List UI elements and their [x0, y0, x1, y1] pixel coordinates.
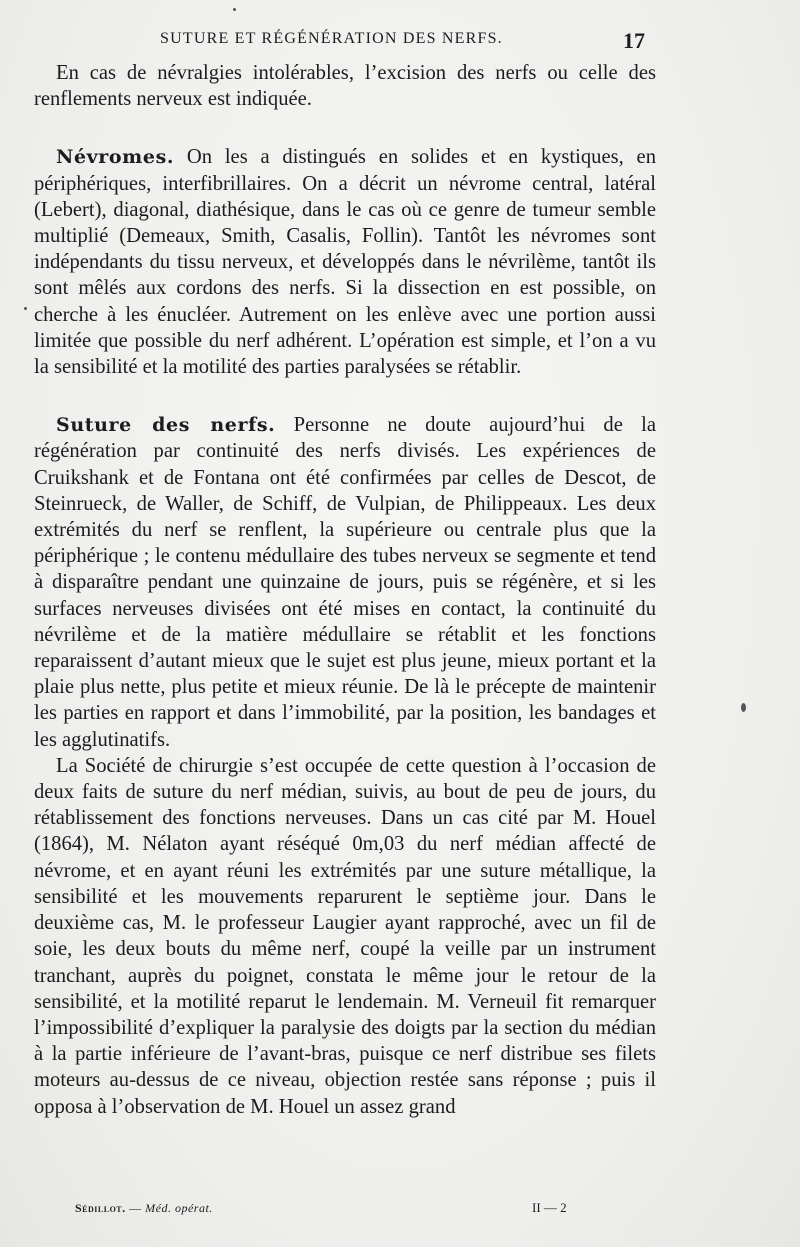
footer-signature-mark: II — 2	[532, 1200, 567, 1215]
paragraph-neuralgia: En cas de névralgies intolérables, l’excision des nerfs ou celle des renflements nerveux est indiquée.	[34, 62, 656, 111]
paragraph-suture	[34, 412, 656, 753]
running-header: SUTURE ET RÉGÉNÉRATION DES NERFS.	[160, 30, 503, 47]
paragraph-nevromes	[34, 144, 656, 380]
paragraph-societe: La Société de chirurgie s’est occupée de cette question à l’occasion de deux faits de suture du nerf médian, suivis, au bout de peu de jours, du rétablissement des fonctions nerveuses. Dans un cas cité par M. Houel (1864), M. Nélaton ayant réséqué 0m,03 du nerf médian affecté de névrome, et en ayant réuni les extrémités par une suture métallique, la sensibilité et les mouvements reparurent le septième jour. Dans le deuxième cas, M. le professeur Laugier ayant rapproché, avec un fil de soie, les deux bouts du même nerf, coupé la veille par un instrument tranchant, auprès du poignet, constata le même jour le retour de la sensibilité, et la motilité reparut le lendemain. M. Verneuil fit remarquer l’impossibilité d’expliquer la paralysie des doigts par la section du médian à la partie inférieure de l’avant-bras, puisque ce nerf distribue ses filets moteurs au-dessus de ce niveau, objection restée sans réponse ; puis il opposa à l’observation de M. Houel un assez grand	[34, 754, 656, 1118]
print-speck	[24, 307, 27, 310]
section-heading-suture: Suture des nerfs.	[56, 414, 276, 437]
footer-work-title: Méd. opérat.	[145, 1201, 213, 1215]
section-heading-nevromes: Névromes.	[56, 146, 175, 169]
paragraph-suture-text: Personne ne doute aujourd’hui de la régénération par continuité des nerfs divisés. Les expériences de Cruikshank et de Fontana ont été confirmées par celles de Descot, de Steinrueck, de Waller, de Schiff, de Vulpian, de Philippeaux. Les deux extrémités du nerf se renflent, la supérieure ou centrale plus que la périphérique ; le contenu médullaire des tubes nerveux se segmente et tend à disparaître pendant une quinzaine de jours, puis se régénère, et si les surfaces nerveuses divisées ont été mises en contact, la continuité du névrilème et de la matière médullaire se rétablit et les fonctions reparaissent d’autant mieux que le sujet est plus jeune, mieux portant et la plaie plus nette, plus petite et mieux réunie. De là le précepte de maintenir les parties en rapport et dans l’immobilité, par la position, les bandages et les agglutinatifs.	[34, 414, 656, 751]
footer-signature-left	[75, 1201, 213, 1216]
page-number: 17	[623, 28, 645, 53]
footer-author: Sédillot.	[75, 1201, 126, 1215]
footer-separator: —	[125, 1201, 146, 1215]
page-body	[34, 60, 656, 1120]
print-speck	[741, 703, 746, 712]
print-speck	[233, 8, 236, 11]
paragraph-nevromes-text: On les a distingués en solides et en kystiques, en périphériques, interfibrillaires. On a décrit un névrome central, latéral (Lebert), diagonal, diathésique, dans le cas où ce genre de tumeur semble multiplié (Demeaux, Smith, Casalis, Follin). Tantôt les névromes sont indépendants du tissu nerveux, et développés dans le névrilème, tantôt ils sont mêlés aux cordons des nerfs. Si la dissection en est possible, on cherche à les énucléer. Autrement on les enlève avec une portion aussi limitée que possible du nerf adhérent. L’opération est simple, et l’on a vu la sensibilité et la motilité des parties paralysées se rétablir.	[34, 146, 656, 379]
